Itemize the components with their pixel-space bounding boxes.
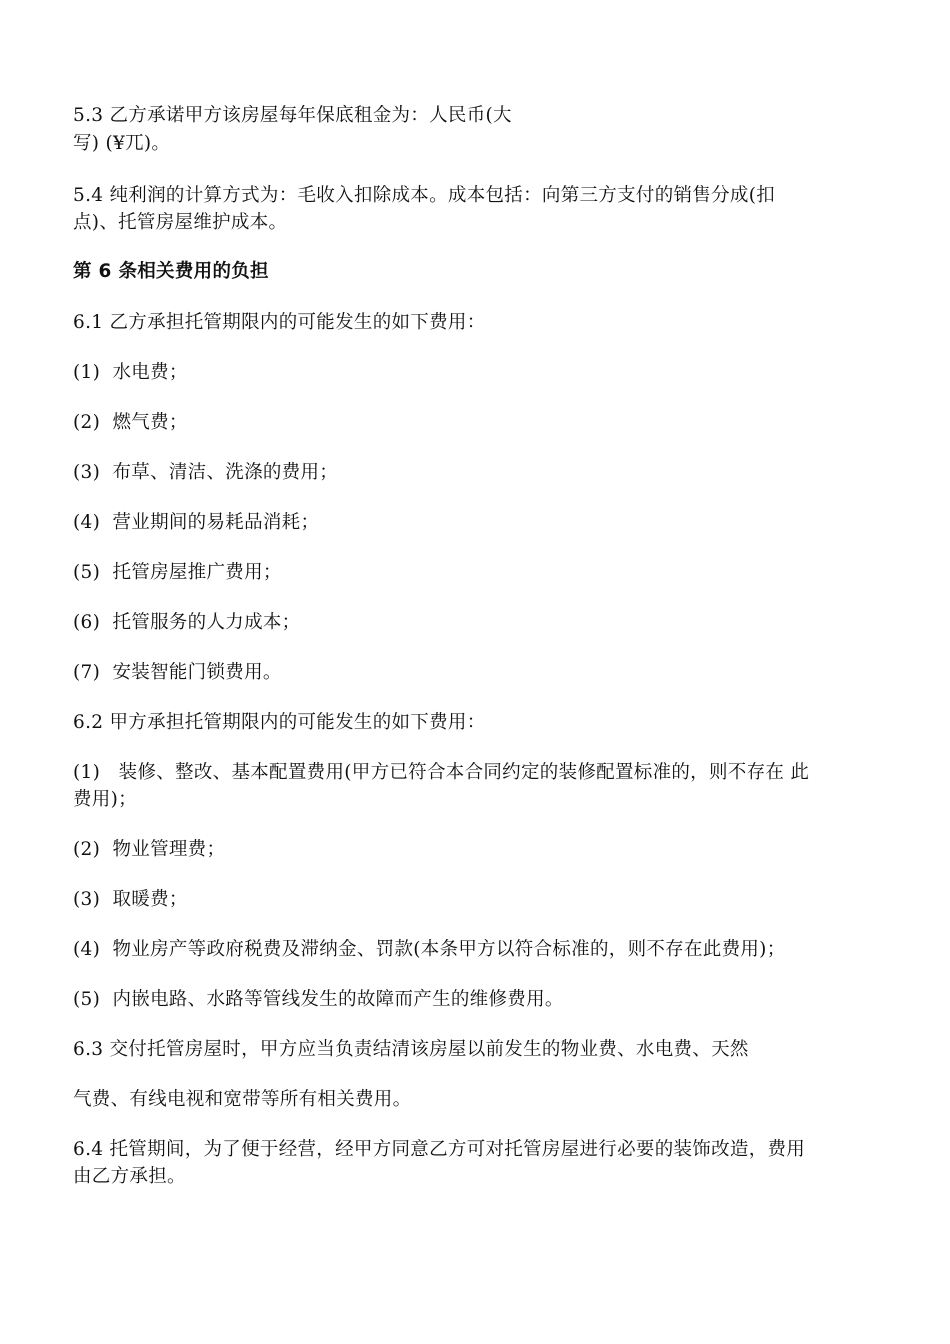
list-item-6-2-1-line-1: (1) 装修、整改、基本配置费用(甲方已符合本合同约定的装修配置标准的，则不存在 此 <box>73 762 810 783</box>
list-item-6-2-3: (3) 取暖费； <box>73 889 188 910</box>
list-item-6-1-7: (7) 安装智能门锁费用。 <box>73 662 282 683</box>
list-item-6-1-2: (2) 燃气费； <box>73 412 188 433</box>
clause-5-4-line-1: 5.4 纯利润的计算方式为：毛收入扣除成本。成本包括：向第三方支付的销售分成(扣 <box>73 185 776 206</box>
clause-6-4-line-1: 6.4 托管期间，为了便于经营，经甲方同意乙方可对托管房屋进行必要的装饰改造，费用 <box>73 1139 806 1160</box>
list-item-6-2-2: (2) 物业管理费； <box>73 839 226 860</box>
clause-6-1: 6.1 乙方承担托管期限内的可能发生的如下费用： <box>73 312 486 333</box>
list-item-6-1-3: (3) 布草、清洁、洗涤的费用； <box>73 462 339 483</box>
list-item-6-2-1-line-2: 费用)； <box>73 789 137 810</box>
list-item-6-2-4: (4) 物业房产等政府税费及滞纳金、罚款(本条甲方以符合标准的，则不存在此费用)； <box>73 939 786 960</box>
clause-6-3-line-1: 6.3 交付托管房屋时，甲方应当负责结清该房屋以前发生的物业费、水电费、天然 <box>73 1039 749 1060</box>
list-item-6-1-4: (4) 营业期间的易耗品消耗； <box>73 512 320 533</box>
clause-5-3-line-2: 写) (¥兀)。 <box>73 133 171 154</box>
clause-6-2: 6.2 甲方承担托管期限内的可能发生的如下费用： <box>73 712 486 733</box>
clause-5-3-line-1: 5.3 乙方承诺甲方该房屋每年保底租金为：人民币(大 <box>73 105 512 126</box>
section-heading-6: 第 6 条相关费用的负担 <box>73 261 269 282</box>
list-item-6-1-5: (5) 托管房屋推广费用； <box>73 562 282 583</box>
clause-5-4-line-2: 点)、托管房屋维护成本。 <box>73 212 288 233</box>
list-item-6-2-5: (5) 内嵌电路、水路等管线发生的故障而产生的维修费用。 <box>73 989 564 1010</box>
clause-6-4-line-2: 由乙方承担。 <box>73 1166 186 1187</box>
clause-6-3-line-2: 气费、有线电视和宽带等所有相关费用。 <box>73 1089 412 1110</box>
list-item-6-1-6: (6) 托管服务的人力成本； <box>73 612 301 633</box>
list-item-6-1-1: (1) 水电费； <box>73 362 188 383</box>
